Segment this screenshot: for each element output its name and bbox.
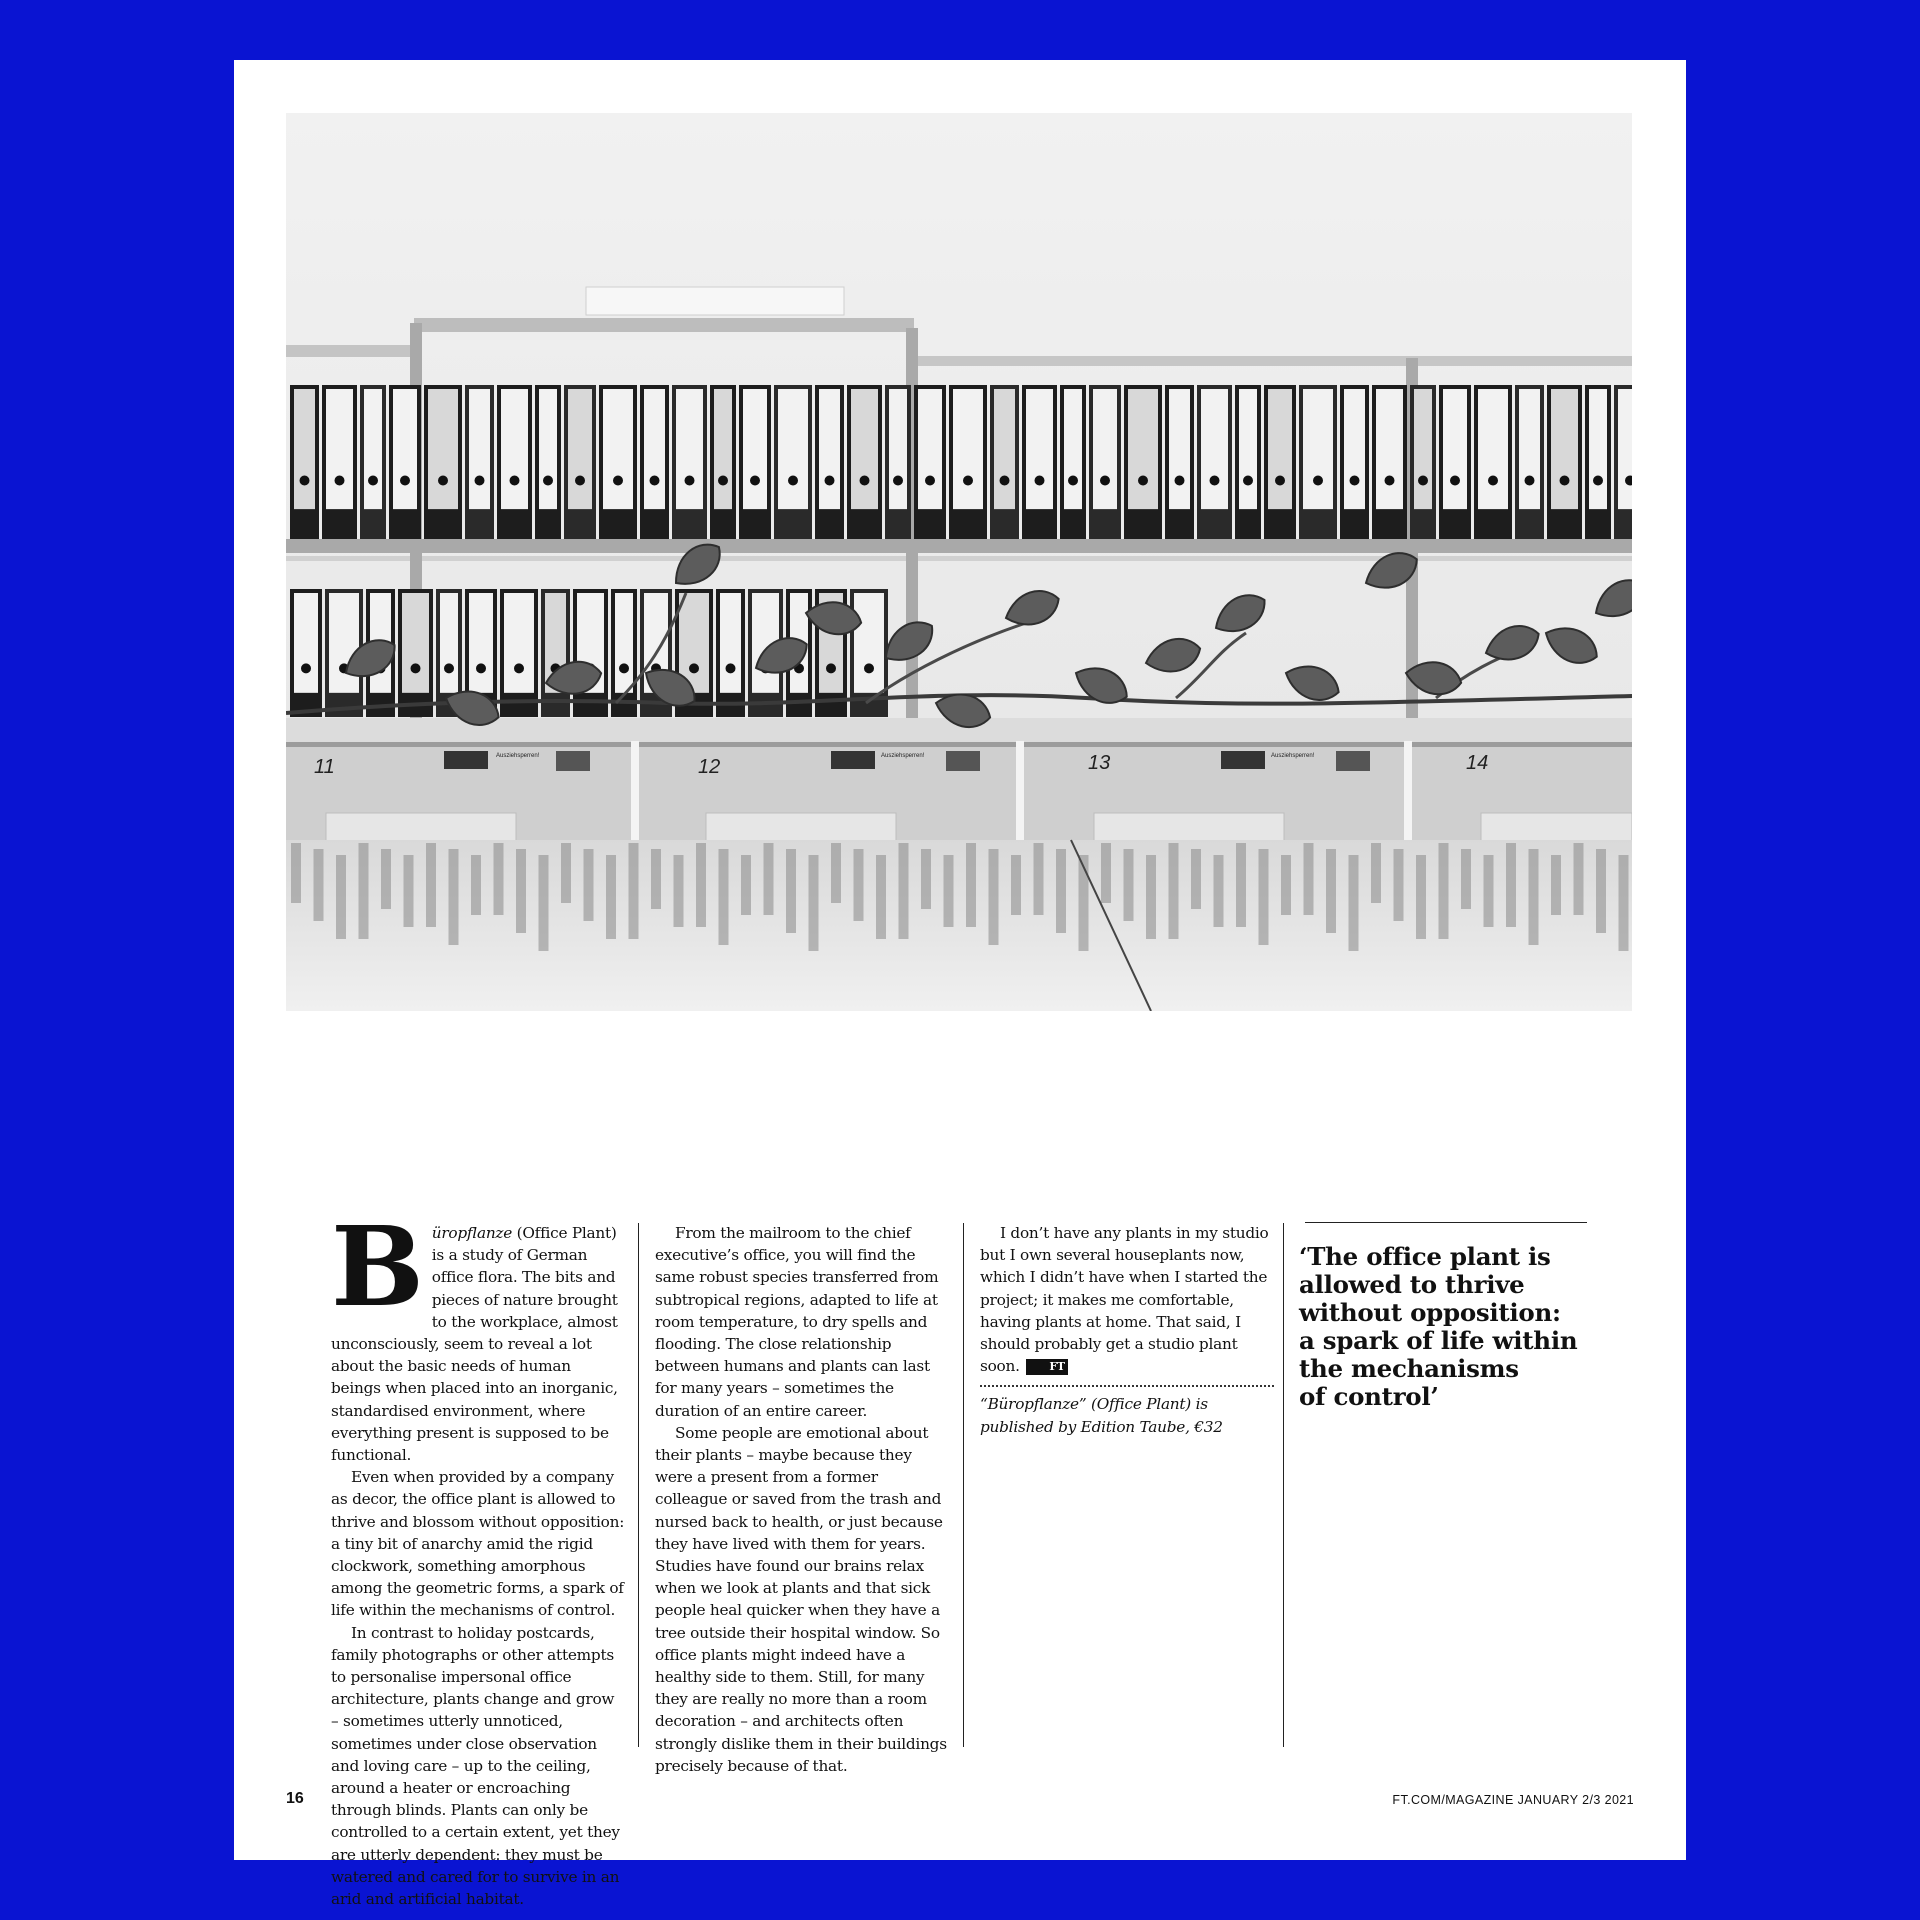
binder-label xyxy=(1026,389,1053,509)
binder-label xyxy=(469,593,493,693)
desk-reflection xyxy=(1011,855,1021,915)
publication-footer: FT.COM/MAGAZINE JANUARY 2/3 2021 xyxy=(1392,1793,1634,1807)
desk-reflection xyxy=(674,855,684,927)
drawer-number-14: 14 xyxy=(1466,752,1489,774)
desk-reflection xyxy=(651,849,661,909)
binder-hole xyxy=(510,475,520,485)
desk-reflection xyxy=(1169,843,1179,939)
desk-reflection xyxy=(741,855,751,915)
binder-hole xyxy=(893,475,903,485)
desk-reflection xyxy=(1394,849,1404,921)
article-column-3 xyxy=(980,1222,1274,1438)
binder-hole xyxy=(1275,475,1285,485)
desk-reflection xyxy=(876,855,886,939)
binder-hole xyxy=(1175,475,1185,485)
binder-label xyxy=(402,593,429,693)
desk-reflection xyxy=(809,855,819,951)
desk-reflection xyxy=(291,843,301,903)
desk-reflection xyxy=(539,855,549,951)
binder-label xyxy=(1618,389,1632,509)
binder-hole xyxy=(788,475,798,485)
desk-reflection xyxy=(426,843,436,927)
paragraph-6 xyxy=(980,1222,1274,1377)
binder-label xyxy=(1414,389,1432,509)
binder-hole xyxy=(475,475,485,485)
desk-reflection xyxy=(404,855,414,927)
desk-reflection xyxy=(1439,843,1449,939)
paragraph-6-text: I don’t have any plants in my studio but I own several houseplants now, which I didn’t have when I started the project; it makes me comfortable, having plants at home. That said, I should probably get a studio plant soon. xyxy=(980,1224,1269,1376)
binder-label xyxy=(568,389,592,509)
pullquote-rule xyxy=(1305,1222,1587,1223)
binder-hole xyxy=(476,663,486,673)
binder-label xyxy=(504,593,534,693)
binder-hole xyxy=(1525,475,1535,485)
paragraph-2: Even when provided by a company as decor, the office plant is allowed to thrive and blossom without opposition: a tiny bit of anarchy amid the rigid clockwork, something amorphous among the geometric forms, a spark of life within the mechanisms of control. xyxy=(331,1468,625,1620)
shelf-top-right xyxy=(914,356,1632,366)
binder-hole xyxy=(514,663,524,673)
column-divider-3 xyxy=(1283,1223,1284,1747)
binder-hole xyxy=(1450,475,1460,485)
binders-top-row xyxy=(290,385,1632,539)
desk-reflection xyxy=(1101,843,1111,903)
desk-reflection xyxy=(1124,849,1134,921)
desk-reflection xyxy=(1416,855,1426,939)
desk-reflection xyxy=(1079,855,1089,951)
desk-reflection xyxy=(966,843,976,927)
binder-hole xyxy=(826,663,836,673)
desk-reflection xyxy=(1619,855,1629,951)
binder-label xyxy=(743,389,767,509)
desk-reflection xyxy=(381,849,391,909)
desk-reflection xyxy=(336,855,346,939)
binder-label xyxy=(644,389,665,509)
drawer-number-13: 13 xyxy=(1088,752,1111,774)
binder-label xyxy=(329,593,359,693)
desk-reflection xyxy=(921,849,931,909)
book-credit: “Büropflanze” (Office Plant) is published by Edition Taube, €32 xyxy=(980,1395,1223,1436)
desk-reflection xyxy=(471,855,481,915)
shelf-top xyxy=(414,318,914,332)
page-number: 16 xyxy=(286,1790,304,1807)
binder-label xyxy=(428,389,458,509)
binder-hole xyxy=(543,475,553,485)
binder-hole xyxy=(1138,475,1148,485)
binder-hole xyxy=(1488,475,1498,485)
desk-reflection xyxy=(1146,855,1156,939)
binder-hole xyxy=(750,475,760,485)
desk-reflection xyxy=(944,855,954,927)
binder-hole xyxy=(368,475,378,485)
binder-label xyxy=(1239,389,1257,509)
column-divider-2 xyxy=(963,1223,964,1747)
paragraph-1-text: (Office Plant) is a study of German office flora. The bits and pieces of nature brought to the workplace, almost unconsciously, seem to reveal a lot about the basic needs of human beings when placed into an inorganic, standardised environment, where everything present is supposed to be functional. xyxy=(331,1224,618,1465)
drop-cap: B xyxy=(331,1202,424,1331)
glossy-desk xyxy=(286,840,1632,1011)
binder-hole xyxy=(1350,475,1360,485)
binder-hole xyxy=(825,475,835,485)
binder-hole xyxy=(963,475,973,485)
binder-label xyxy=(778,389,808,509)
pullquote: ‘The office plant is allowed to thrive without opposition: a spark of life within the mechanisms of control’ xyxy=(1299,1242,1578,1411)
drawer-number-12: 12 xyxy=(698,756,721,778)
drawer-label-1: Ausziehsperren! xyxy=(496,753,540,759)
article-column-2 xyxy=(655,1222,949,1777)
desk-reflection xyxy=(314,849,324,921)
binder-label xyxy=(1303,389,1333,509)
binder-hole xyxy=(1243,475,1253,485)
binder-hole xyxy=(335,475,345,485)
binder-label xyxy=(1064,389,1082,509)
binder-hole xyxy=(685,475,695,485)
binder-label xyxy=(615,593,633,693)
desk-reflection xyxy=(1484,855,1494,927)
binder-hole xyxy=(925,475,935,485)
binder-label xyxy=(1551,389,1578,509)
binder-label xyxy=(393,389,417,509)
binder-hole xyxy=(1000,475,1010,485)
office-shelves-photo xyxy=(286,113,1632,1011)
desk-reflection xyxy=(1214,855,1224,927)
binder-hole xyxy=(1210,475,1220,485)
desk-reflection xyxy=(1236,843,1246,927)
drawer-number-11: 11 xyxy=(314,756,335,778)
desk-reflection xyxy=(719,849,729,945)
column-divider-1 xyxy=(638,1223,639,1747)
binder-hole xyxy=(1385,475,1395,485)
binder-hole xyxy=(1593,475,1603,485)
binder-hole xyxy=(619,663,629,673)
desk-reflection xyxy=(1326,849,1336,933)
binder-hole xyxy=(864,663,874,673)
drawer-label-3: Ausziehsperren! xyxy=(1271,753,1315,759)
desk-reflection xyxy=(606,855,616,939)
desk-reflection xyxy=(494,843,504,915)
binder-label xyxy=(364,389,382,509)
binder-label xyxy=(1478,389,1508,509)
binder-hole xyxy=(650,475,660,485)
magazine-page xyxy=(234,60,1686,1909)
binder-hole xyxy=(860,475,870,485)
binder-label xyxy=(1519,389,1540,509)
binder-hole xyxy=(1418,475,1428,485)
binder-hole xyxy=(689,663,699,673)
desk-reflection xyxy=(831,843,841,903)
binder-label xyxy=(854,593,884,693)
desk-reflection xyxy=(1034,843,1044,915)
photo-illustration xyxy=(286,113,1632,1011)
binder-hole xyxy=(718,475,728,485)
book-title-italic: üropflanze xyxy=(431,1224,513,1242)
binder-label xyxy=(1201,389,1228,509)
desk-reflection xyxy=(1281,855,1291,915)
binder-label xyxy=(851,389,878,509)
desk-reflection xyxy=(1596,849,1606,933)
binder-label xyxy=(440,593,458,693)
desk-reflection xyxy=(561,843,571,903)
binder-hole xyxy=(726,663,736,673)
binder-label xyxy=(294,389,315,509)
binder-hole xyxy=(300,475,310,485)
binder-hole xyxy=(1100,475,1110,485)
desk-reflection xyxy=(764,843,774,915)
desk-reflection xyxy=(899,843,909,939)
desk-reflection xyxy=(786,849,796,933)
desk-reflection xyxy=(1349,855,1359,951)
binder-label xyxy=(1589,389,1607,509)
ft-end-mark: FT xyxy=(1026,1359,1068,1375)
drawer-label-2: Ausziehsperren! xyxy=(881,753,925,759)
binder-label xyxy=(294,593,318,693)
desk-reflection xyxy=(696,843,706,927)
binder-label xyxy=(1128,389,1158,509)
desk-reflection xyxy=(1056,849,1066,933)
shelf-top-left xyxy=(286,345,414,357)
binder-label xyxy=(714,389,732,509)
binder-label xyxy=(539,389,557,509)
binder-label xyxy=(953,389,983,509)
binder-label xyxy=(1093,389,1117,509)
desk-reflection xyxy=(989,849,999,945)
binder-label xyxy=(676,389,703,509)
stacked-paper xyxy=(586,287,844,315)
desk-reflection xyxy=(1191,849,1201,909)
binder-hole xyxy=(438,475,448,485)
paragraph-1 xyxy=(331,1202,625,1466)
binder-hole xyxy=(1313,475,1323,485)
desk-reflection xyxy=(1304,843,1314,915)
desk-reflection xyxy=(1506,843,1516,927)
binder-label xyxy=(889,389,907,509)
desk-reflection xyxy=(1529,849,1539,945)
binder-hole xyxy=(1560,475,1570,485)
binder-hole xyxy=(411,663,421,673)
binder-hole xyxy=(400,475,410,485)
desk-reflection xyxy=(1259,849,1269,945)
binder-label xyxy=(720,593,741,693)
desk-reflection xyxy=(359,843,369,939)
binder-hole xyxy=(613,475,623,485)
desk-reflection xyxy=(629,843,639,939)
desk-reflection xyxy=(1371,843,1381,903)
desk-reflection xyxy=(516,849,526,933)
desk-reflection xyxy=(584,849,594,921)
desk-reflection xyxy=(854,849,864,921)
binder-label xyxy=(469,389,490,509)
paragraph-3: In contrast to holiday postcards, family photographs or other attempts to personalise impersonal office architecture, plants change and grow – sometimes utterly unnoticed, sometimes under close observation and loving care – up to the ceiling, around a heater or encroaching through blinds. Plants can only be controlled to a certain extent, yet they are utterly dependent: they must be watered and cared for to survive in an arid and artificial habitat. xyxy=(331,1623,620,1909)
binder-label xyxy=(994,389,1015,509)
binder-label xyxy=(603,389,633,509)
binder-hole xyxy=(301,663,311,673)
binder-label xyxy=(326,389,353,509)
desk-reflection xyxy=(1574,843,1584,915)
binder-label xyxy=(819,389,840,509)
desk-reflection xyxy=(1551,855,1561,915)
binder-label xyxy=(1376,389,1403,509)
binder-hole xyxy=(575,475,585,485)
binder-label xyxy=(1169,389,1190,509)
binder-label xyxy=(1268,389,1292,509)
binder-label xyxy=(1344,389,1365,509)
paragraph-5: Some people are emotional about their plants – maybe because they were a present from a former colleague or saved from the trash and nursed back to health, or just because they have lived with them for years. Studies have found our brains relax when we look at plants and that sick people heal quicker when they have a tree outside their hospital window. So office plants might indeed have a healthy side to them. Still, for many they are really no more than a room decoration – and architects often strongly dislike them in their buildings precisely because of that. xyxy=(655,1423,947,1775)
binder-label xyxy=(918,389,942,509)
desk-reflection xyxy=(449,849,459,945)
article-column-1 xyxy=(331,1202,625,1910)
binder-hole xyxy=(1035,475,1045,485)
binder-hole xyxy=(1068,475,1078,485)
binder-label xyxy=(501,389,528,509)
binder-hole xyxy=(444,663,454,673)
desk-reflection xyxy=(1461,849,1471,909)
binder-label xyxy=(1443,389,1467,509)
dotted-separator xyxy=(980,1385,1274,1387)
paragraph-4: From the mailroom to the chief executive’s office, you will find the same robust species transferred from subtropical regions, adapted to life at room temperature, to dry spells and flooding. The close relationship between humans and plants can last for many years – sometimes the duration of an entire career. xyxy=(655,1224,939,1420)
